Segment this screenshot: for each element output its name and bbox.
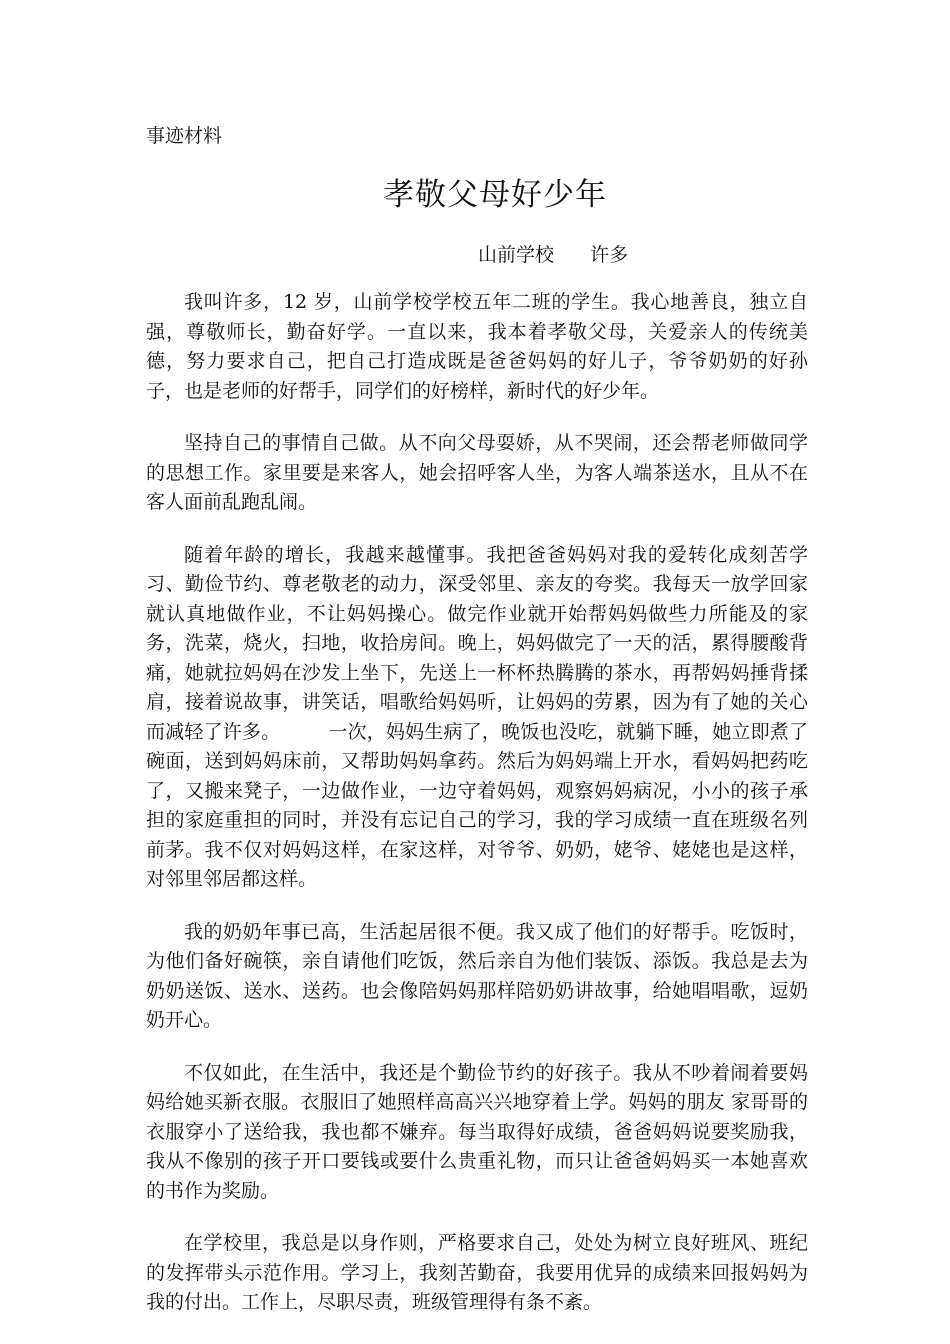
paragraph-3: 随着年龄的增长，我越来越懂事。我把爸爸妈妈对我的爱转化成刻苦学习、勤俭节约、尊老敬老的动力，深受邻里、亲友的夸奖。我每天一放学回家就认真地做作业，不让妈妈操心。做完作业就开始帮妈妈做些力所能及的家务，洗菜，烧火，扫地，收拾房间。晚上，妈妈做完了一天的活，累得腰酸背痛，她就拉妈妈在沙发上坐下，先送上一杯杯热腾腾的茶水，再帮妈妈捶背揉肩，接着说故事，讲笑话，唱歌给妈妈听，让妈妈的劳累，因为有了她的关心而减轻了许多。 一次，妈妈生病了，晚饭也没吃，就躺下睡，她立即煮了碗面，送到妈妈床前，又帮助妈妈拿药。然后为妈妈端上开水，看妈妈把药吃了，又搬来凳子，一边做作业，一边守着妈妈，观察妈妈病况，小小的孩子承担的家庭重担的同时，并没有忘记自己的学习，我的学习成绩一直在班级名列前茅。我不仅对妈妈这样，在家这样，对爷爷、奶奶，姥爷、姥姥也是这样，对邻里邻居都这样。	[146, 543, 808, 890]
paragraph-4: 我的奶奶年事已高，生活起居很不便。我又成了他们的好帮手。吃饭时，为他们备好碗筷，亲自请他们吃饭，然后亲自为他们装饭、添饭。我总是去为奶奶送饭、送水、送药。也会像陪妈妈那样陪奶奶讲故事，给她唱唱歌，逗奶奶开心。	[146, 920, 808, 1031]
paragraph-1: 我叫许多，12 岁，山前学校学校五年二班的学生。我心地善良，独立自强，尊敬师长，勤奋好学。一直以来，我本着孝敬父母，关爱亲人的传统美德，努力要求自己，把自己打造成既是爸爸妈妈的好儿子，爷爷奶奶的好孙子，也是老师的好帮手，同学们的好榜样，新时代的好少年。	[146, 291, 808, 402]
paragraph-5: 不仅如此，在生活中，我还是个勤俭节约的好孩子。我从不吵着闹着要妈妈给她买新衣服。衣服旧了她照样高高兴兴地穿着上学。妈妈的朋友 家哥哥的衣服穿小了送给我，我也都不嫌弃。每当取得好成绩，爸爸妈妈说要奖励我，我从不像别的孩子开口要钱或要什么贵重礼物，而只让爸爸妈妈买一本她喜欢的书作为奖励。	[146, 1061, 808, 1202]
byline-author: 许多	[590, 244, 629, 266]
paragraph-2: 坚持自己的事情自己做。从不向父母耍娇，从不哭闹，还会帮老师做同学的思想工作。家里要是来客人，她会招呼客人坐，为客人端茶送水，且从不在客人面前乱跑乱闹。	[146, 432, 808, 513]
byline	[478, 241, 628, 269]
body-text	[146, 288, 808, 1341]
document-title: 孝敬父母好少年	[383, 177, 607, 213]
document-category-label: 事迹材料	[146, 125, 223, 147]
paragraph-6: 在学校里，我总是以身作则，严格要求自己，处处为树立良好班风、班纪的发挥带头示范作用。学习上，我刻苦勤奋，我要用优异的成绩来回报妈妈为我的付出。工作上，尽职尽责，班级管理得有条不紊。	[146, 1232, 808, 1313]
byline-school: 山前学校	[478, 244, 555, 266]
